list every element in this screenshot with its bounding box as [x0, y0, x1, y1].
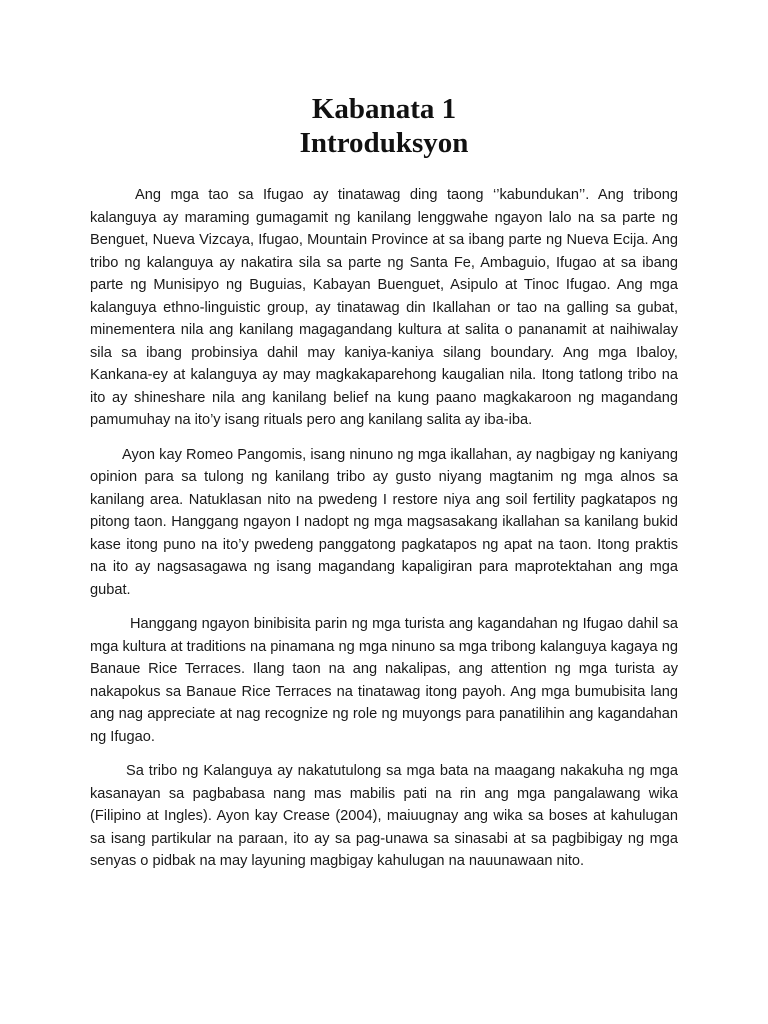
- chapter-number: Kabanata 1: [311, 93, 457, 125]
- chapter-title: Introduksyon: [299, 127, 469, 159]
- chapter-heading: [90, 92, 678, 160]
- paragraph-4: Sa tribo ng Kalanguya ay nakatutulong sa mga bata na maagang nakakuha ng mga kasanayan sa pagbabasa nang mas mabilis pati na rin ang mga pangalawang wika (Filipino at Ingles). Ayon kay Crease (2004), maiuugnay ang wika sa boses at kahulugan sa isang partikular na paraan, ito ay sa pag-unawa sa sinasabi at sa pagbibigay ng mga senyas o pidbak na may layuning magbigay kahulugan na nauunawaan nito.: [90, 763, 678, 869]
- paragraph-2: Ayon kay Romeo Pangomis, isang ninuno ng mga ikallahan, ay nagbigay ng kaniyang opinion para sa tulong ng kanilang tribo ay gusto niyang magtanim ng mga alnos sa kanilang area. Natuklasan nito na pwedeng I restore niya ang soil fertility pagkatapos ng pitong taon. Hanggang ngayon I nadopt ng mga magsasakang ikallahan sa kanilang bukid kase itong puno na ito’y pwedeng panggatong pagkatapos ng apat na taon. Itong praktis na ito ay nagsasagawa ng isang magandang kapaligiran para maprotektahan ang mga gubat.: [90, 446, 678, 598]
- paragraph-3: Hanggang ngayon binibisita parin ng mga turista ang kagandahan ng Ifugao dahil sa mga kultura at traditions na pinamana ng mga ninuno sa mga tribong kalanguya kagaya ng Banaue Rice Terraces. Ilang taon na ang nakalipas, ang attention ng mga turista ay nakapokus sa Banaue Rice Terraces na tinatawag itong payoh. Ang mga bumubisita lang ang nag appreciate at nag recognize ng role ng muyongs para panatilihin ang kagandahan ng Ifugao.: [90, 616, 678, 745]
- paragraph-1: Ang mga tao sa Ifugao ay tinatawag ding taong ‘’kabundukan’’. Ang tribong kalanguya ay maraming gumagamit ng kanilang lenggwahe ngayon lalo na sa parte ng Benguet, Nueva Vizcaya, Ifugao, Mountain Province at sa ibang parte ng Nueva Ecija. Ang tribo ng kalanguya ay nakatira sila sa parte ng Santa Fe, Ambaguio, Ifugao at sa ibang parte ng Munisipyo ng Buguias, Kabayan Buenguet, Asipulo at Tinoc Ifugao. Ang mga kalanguya ethno-linguistic group, ay tinatawag din Ikallahan or tao na galling sa gubat, minementera nila ang kanilang magagandang kultura at salita o pananamit at naihiwalay sila sa ibang probinsiya dahil may kaniya-kaniya silang boundary. Ang mga Ibaloy, Kankana-ey at kalanguya ay may magkakaparehong kaugalian nila. Itong tatlong tribo na ito ay shineshare nila ang kanilang belief na kung paano magkakaroon ng magandang pamumuhay na ito’y isang rituals pero ang kanilang salita ay iba-iba.: [90, 187, 678, 428]
